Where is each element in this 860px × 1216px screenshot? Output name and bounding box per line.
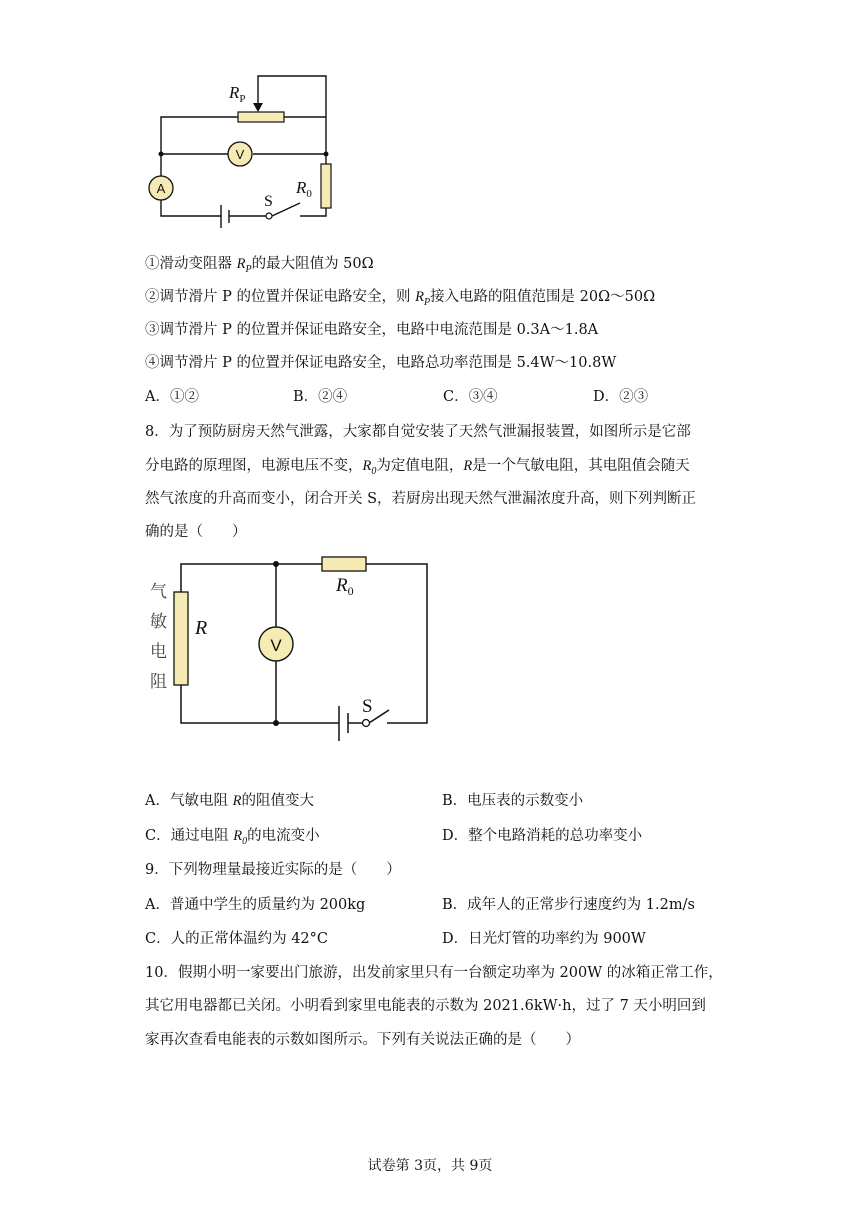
r0-label-1-sub: 0 <box>306 188 312 200</box>
q8-option-c[interactable]: C．通过电阻 $R_0$的电流变小 <box>145 828 320 847</box>
rp-label-sub: P <box>239 93 246 105</box>
q9-option-c[interactable]: C．人的正常体温约为 42°C <box>145 931 328 947</box>
r0-label-2: R <box>336 575 348 596</box>
q8-stem-line-4: 确的是（ ） <box>145 524 247 540</box>
q7-statement-1: ①滑动变阻器 $R_P$的最大阻值为 50Ω <box>145 256 374 275</box>
q7-statement-4: ④调节滑片 P 的位置并保证电路安全，电路总功率范围是 5.4W～10.8W <box>145 355 617 371</box>
q10-stem-line-2: 其它用电器都已关闭。小明看到家里电能表的示数为 2021.6kW·h，过了 7 天小明回到 <box>145 998 706 1014</box>
side-label-char-3: 电 <box>150 642 167 662</box>
r-label: R <box>195 617 208 639</box>
page-footer: 试卷第 3页，共 9页 <box>367 1158 493 1174</box>
r0-label-2-sub: 0 <box>347 584 354 598</box>
q7-option-a[interactable]: A．①② <box>145 389 199 405</box>
q7-option-c[interactable]: C．③④ <box>443 389 498 405</box>
voltmeter-2-label: V <box>270 636 282 655</box>
q9-stem: 9．下列物理量最接近实际的是（ ） <box>145 862 401 878</box>
q8-option-d[interactable]: D．整个电路消耗的总功率变小 <box>442 828 643 844</box>
q8-stem-line-1: 8．为了预防厨房天然气泄露，大家都自觉安装了天然气泄漏报装置，如图所示是它部 <box>145 424 691 440</box>
q8-option-a[interactable]: A．气敏电阻 R的阻值变大 <box>145 793 314 809</box>
q8-option-b[interactable]: B．电压表的示数变小 <box>442 793 584 809</box>
q7-statement-3: ③调节滑片 P 的位置并保证电路安全，电路中电流范围是 0.3A～1.8A <box>145 322 599 338</box>
q7-option-d[interactable]: D．②③ <box>593 389 649 405</box>
switch-label-1: S <box>264 193 273 210</box>
q8-stem-line-2: 分电路的原理图，电源电压不变，$R_0$为定值电阻，R是一个气敏电阻，其电阻值会随天 <box>145 458 690 477</box>
q9-option-a[interactable]: A．普通中学生的质量约为 200kg <box>145 897 366 913</box>
q9-option-b[interactable]: B．成年人的正常步行速度约为 1.2m/s <box>442 897 695 913</box>
switch-contact-2 <box>363 720 370 727</box>
side-label-char-4: 阻 <box>150 672 167 692</box>
switch-label-2: S <box>362 696 373 717</box>
q9-option-d[interactable]: D．日光灯管的功率约为 900W <box>442 931 646 947</box>
ammeter-label: A <box>156 181 166 196</box>
q8-stem-line-3: 然气浓度的升高而变小，闭合开关 S，若厨房出现天然气泄漏浓度升高，则下列判断正 <box>145 491 697 507</box>
resistor-r0-2 <box>322 557 366 571</box>
q7-option-b[interactable]: B．②④ <box>293 389 348 405</box>
side-label-char-1: 气 <box>150 582 167 602</box>
side-label-char-2: 敏 <box>150 612 167 632</box>
rp-label: R <box>229 83 240 102</box>
r0-label-1: R <box>296 178 307 197</box>
q7-statement-2: ②调节滑片 P 的位置并保证电路安全，则 $R_P$接入电路的阻值范围是 20Ω～50Ω <box>145 289 656 308</box>
svg-text:R0 <box>335 575 354 598</box>
q10-stem-line-1: 10．假期小明一家要出门旅游，出发前家里只有一台额定功率为 200W 的冰箱正常工作， <box>145 965 723 981</box>
q10-stem-line-3: 家再次查看电能表的示数如图所示。下列有关说法正确的是（ ） <box>145 1032 580 1048</box>
voltmeter-1-label: V <box>235 147 245 162</box>
gas-sensitive-resistor <box>174 592 188 685</box>
